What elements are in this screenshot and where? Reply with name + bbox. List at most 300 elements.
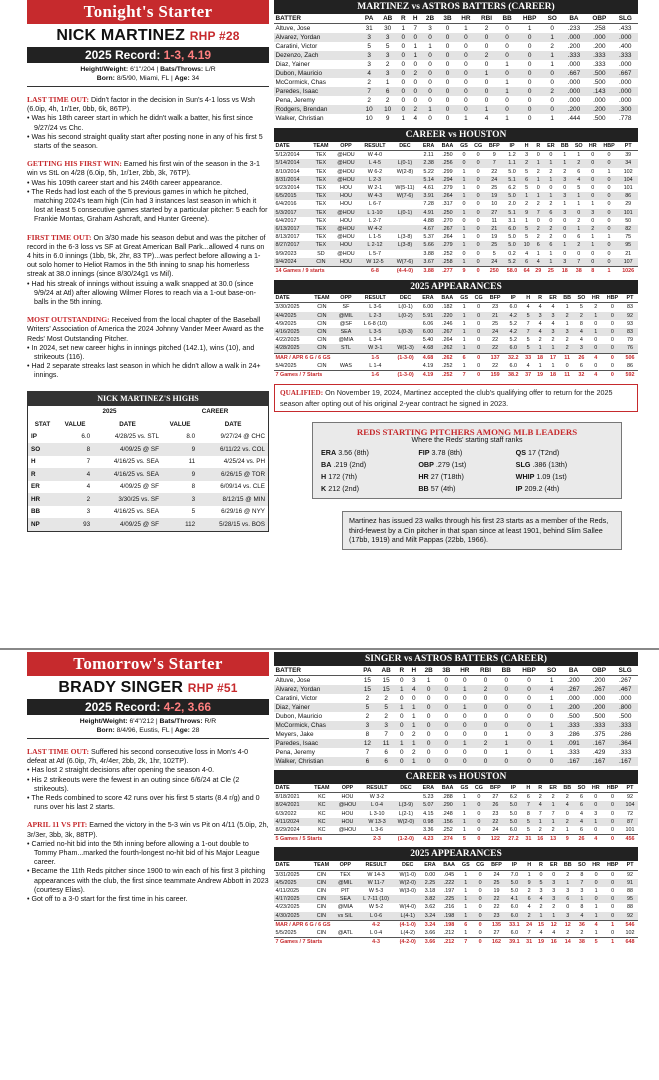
table-cell: Caratini, Victor: [275, 43, 318, 50]
table-cell: L 1-4: [369, 362, 382, 369]
table-cell: (4-2-0): [395, 938, 421, 947]
table-cell: .200: [567, 677, 580, 684]
table-cell: 21: [486, 312, 504, 320]
table-cell: W 11-7: [357, 879, 395, 887]
table-cell: 33.1: [506, 920, 524, 929]
table-cell: 5.0: [503, 241, 521, 249]
table-cell: 0: [421, 51, 439, 60]
table-cell: W 4-2: [359, 225, 390, 233]
table-cell: .500: [593, 79, 606, 86]
table-cell: .000: [619, 79, 632, 86]
table-row: [274, 703, 638, 712]
table-cell: 0: [586, 258, 600, 267]
table-cell: 1: [575, 895, 589, 903]
table-cell: 38.2: [504, 371, 522, 380]
table-cell: 1: [462, 185, 466, 192]
table-cell: 7: [485, 159, 503, 167]
table-cell: TEX: [309, 209, 333, 217]
highs-cell: 6/09/14 vs. CLE: [220, 483, 265, 491]
qualified-note: [274, 384, 638, 412]
table-cell: 0: [426, 749, 431, 756]
table-cell: .212: [439, 938, 458, 947]
column-header: GS: [457, 142, 471, 151]
table-cell: 0: [497, 685, 516, 694]
column-header: 3B: [439, 14, 457, 24]
table-cell: 2: [409, 105, 421, 114]
table-cell: 6: [378, 87, 397, 96]
table-cell: @ATL: [337, 930, 353, 937]
table-cell: 6/4/2017: [275, 217, 297, 224]
table-cell: 1: [594, 930, 598, 937]
table-cell: 0: [543, 69, 562, 78]
table-cell: 3: [378, 51, 397, 60]
table-cell: 8/31/2014: [274, 176, 309, 184]
table-cell: 5.0: [508, 234, 516, 241]
table-cell: 2: [538, 827, 542, 834]
table-cell: 0: [420, 757, 438, 766]
table-cell: 4.68: [418, 353, 437, 362]
table-cell: 2: [536, 201, 540, 208]
table-cell: .252: [442, 827, 453, 834]
table-cell: HOU: [333, 258, 360, 267]
table-cell: 7: [522, 328, 534, 336]
table-cell: 8/29/2024: [275, 827, 300, 834]
note-bullet: • The Reds combined to score 42 runs over his first 5 starts (8.4 r/g) and 0 runs over his last 2 starts.: [27, 794, 269, 812]
table-cell: 7: [575, 879, 589, 887]
mlb-leaders-grid: [321, 448, 613, 493]
table-cell: 4: [589, 835, 603, 844]
table-cell: 4: [526, 304, 530, 311]
table-cell: 0: [413, 97, 418, 104]
table-cell: 0: [565, 810, 569, 817]
table-cell: SD: [317, 250, 325, 257]
table-cell: 7: [459, 938, 473, 947]
table-cell: 6.0: [510, 930, 519, 937]
table-cell: (1-2-0): [393, 835, 419, 844]
table-cell: 0: [610, 362, 614, 369]
highs-cell: 4/09/25 @ SF: [120, 483, 159, 491]
table-cell: 0: [607, 152, 611, 159]
table-cell: W 3-1: [358, 344, 393, 353]
table-cell: .500: [593, 115, 606, 122]
table-cell: 6.0: [510, 904, 519, 911]
table-cell: 3: [525, 152, 529, 159]
table-cell: 6.0: [509, 827, 518, 834]
table-cell: KC: [318, 794, 326, 801]
table-cell: 104: [622, 801, 638, 809]
table-cell: 0: [477, 304, 481, 311]
table-cell: 9/23/2014: [275, 185, 300, 192]
table-cell: 2: [538, 337, 542, 344]
column-header: TEAM: [310, 294, 334, 303]
table-cell: Pena, Jeremy: [275, 749, 315, 756]
table-cell: L 7-11 (10): [357, 895, 395, 903]
bio-value: R/R: [204, 718, 217, 725]
name-text: NICK MARTINEZ: [56, 27, 186, 44]
stats-table: [274, 861, 638, 946]
table-cell: L 1-5: [368, 234, 381, 241]
table-cell: 10: [491, 201, 498, 208]
table-cell: @MIA: [337, 904, 353, 911]
table-cell: 0: [455, 757, 474, 766]
table-cell: 0: [472, 818, 487, 826]
table-cell: 1: [408, 739, 420, 748]
table-cell: 5/5/2025: [275, 930, 297, 937]
table-cell: 0: [401, 43, 406, 50]
table-cell: 6.00: [418, 328, 437, 336]
table-cell: 3.82: [421, 895, 440, 903]
pitcher-hand-number: RHP #51: [187, 681, 238, 695]
table-cell: 0: [474, 703, 496, 712]
table-cell: 1: [589, 912, 603, 921]
table-cell: 4-3: [357, 938, 395, 947]
table-cell: 0: [397, 33, 409, 42]
column-header: 2B: [420, 666, 438, 676]
table-cell: CIN: [317, 304, 327, 311]
spacer: [28, 406, 57, 419]
table-cell: 92: [627, 871, 634, 878]
table-cell: 3: [358, 721, 376, 730]
table-cell: HOU: [339, 217, 352, 224]
table-cell: 7: [532, 209, 544, 217]
table-cell: 36: [575, 920, 589, 929]
tomorrow-section: [0, 652, 659, 1080]
table-cell: 0: [438, 703, 456, 712]
table-cell: 3: [534, 312, 546, 320]
table-cell: 1.2: [508, 152, 516, 159]
table-cell: 0: [563, 234, 567, 241]
table-cell: 0: [476, 152, 480, 159]
table-cell: 0: [594, 362, 598, 369]
leader-item: [321, 484, 418, 493]
table-cell: 0: [445, 115, 450, 122]
table-cell: 0: [397, 69, 409, 78]
table-cell: 1: [457, 225, 471, 233]
column-header: SO: [574, 294, 588, 303]
table-cell: 5: [525, 234, 529, 241]
column-header: RESULT: [357, 861, 395, 870]
table-cell: 2: [538, 794, 542, 801]
table-cell: 0: [542, 757, 561, 766]
table-cell: 5.23: [423, 794, 434, 801]
column-header: RESULT: [359, 142, 390, 151]
table-row: [274, 748, 638, 757]
table-cell: 0: [611, 871, 615, 878]
table-cell: L(3-8): [391, 241, 420, 249]
table-cell: 5: [376, 703, 395, 712]
table-cell: 82: [618, 225, 638, 233]
table-cell: 0: [483, 731, 488, 738]
table-cell: 4.91: [419, 209, 438, 217]
column-header: IP: [504, 294, 522, 303]
table-cell: L 2-7: [368, 217, 381, 224]
column-header: RBI: [475, 14, 497, 24]
table-cell: 0: [421, 33, 439, 42]
monthly-total-row: [274, 353, 638, 362]
table-cell: 6.00: [422, 304, 434, 311]
table-cell: 27: [493, 930, 500, 937]
table-cell: 5.14: [419, 176, 438, 184]
table-cell: 2: [409, 69, 421, 78]
table-cell: .091: [561, 739, 585, 748]
table-cell: 4: [579, 337, 583, 344]
note-heading: GETTING HIS FIRST WIN:: [27, 159, 122, 169]
bio-label: Bats/Throws:: [159, 718, 203, 725]
table-cell: 5.0: [503, 192, 521, 200]
table-cell: 64: [521, 267, 533, 276]
stats-table: [274, 784, 638, 843]
table-cell: 0: [607, 217, 611, 224]
table-row: [274, 114, 638, 123]
section-divider: [0, 648, 659, 650]
table-cell: 1: [542, 739, 561, 748]
table-cell: 0: [455, 721, 474, 730]
table-cell: 0.2: [508, 250, 516, 257]
table-cell: .000: [593, 97, 606, 104]
table-cell: 4.2: [504, 312, 522, 320]
table-cell: Altuve, Jose: [275, 25, 311, 32]
table-cell: 1: [591, 234, 595, 241]
table-cell: 0: [474, 721, 496, 730]
highs-cell: 4/09/25 @ SF: [93, 443, 162, 456]
table-cell: 1: [544, 258, 558, 267]
table-cell: 1: [527, 25, 532, 32]
table-cell: 2: [594, 304, 598, 311]
table-cell: L 6-8 (10): [363, 320, 387, 327]
bio-value: 8/4/96, Eustis, FL: [116, 727, 170, 734]
mlb-leaders-box: [312, 422, 622, 499]
pitcher-name: [27, 27, 269, 45]
table-cell: 0: [478, 871, 482, 878]
table-cell: 3: [376, 721, 395, 730]
table-cell: 15: [376, 685, 395, 694]
table-row: [274, 184, 638, 192]
table-cell: 0: [456, 33, 475, 42]
table-cell: 0: [438, 739, 456, 748]
table-cell: HOU: [339, 185, 352, 192]
table-cell: 0: [600, 258, 619, 267]
highs-cell: 4/28/25 vs. STL: [114, 433, 159, 441]
table-cell: 0: [594, 337, 598, 344]
table-cell: 1: [527, 871, 531, 878]
table-cell: .252: [442, 362, 453, 369]
table-cell: 0: [577, 250, 581, 257]
table-cell: 7: [360, 87, 378, 96]
note-bullet: • Was his second straight quality start after posting none in any of his first 5 starts of the season.: [27, 133, 269, 151]
table-row: [274, 42, 638, 51]
leader-value: 172 (7th): [328, 472, 357, 482]
table-cell: .262: [438, 344, 457, 353]
total-row: [274, 835, 638, 844]
table-cell: 0: [527, 97, 532, 104]
note-bullet: • In 2024, set new career highs in innings pitched (142.1), wins (10), and strikeouts (116).: [27, 344, 269, 362]
column-header: DATE: [274, 294, 310, 303]
table-cell: 1: [591, 201, 595, 208]
table-cell: 6.0: [509, 304, 517, 311]
table-cell: 0: [444, 749, 449, 756]
table-cell: 3: [360, 33, 378, 42]
table-cell: 0: [549, 217, 553, 224]
table-cell: .444: [567, 115, 581, 122]
table-cell: 0: [456, 51, 475, 60]
section-banner: Tomorrow's Starter: [27, 652, 269, 676]
table-cell: 4/16/2025: [274, 328, 310, 336]
table-cell: 0: [471, 267, 485, 276]
table-cell: 5: [522, 344, 534, 353]
table-cell: L 5-7: [368, 250, 381, 257]
leader-stat: FIP: [418, 448, 430, 458]
table-cell: 0: [549, 713, 554, 720]
table-cell: CIN: [316, 904, 327, 911]
table-cell: 1: [412, 713, 416, 720]
table-cell: Dubon, Mauricio: [275, 713, 323, 720]
column-header: BFP: [486, 784, 504, 793]
table-title: CAREER vs HOUSTON: [274, 128, 638, 142]
highs-cell: 4: [86, 483, 91, 491]
table-cell: W 5-3: [368, 888, 384, 895]
table-cell: .667: [562, 69, 586, 78]
table-cell: 1: [462, 304, 466, 311]
table-cell: 2: [365, 695, 370, 702]
table-cell: 4: [538, 304, 542, 311]
table-cell: 3: [378, 69, 397, 78]
table-cell: 104: [618, 176, 638, 184]
column-header: OBP: [586, 666, 613, 676]
table-cell: 4: [538, 320, 542, 327]
table-cell: 27: [492, 794, 499, 801]
table-cell: 2: [367, 97, 371, 104]
table-cell: 4: [413, 115, 418, 122]
table-cell: 0: [476, 201, 480, 208]
table-cell: .156: [438, 818, 457, 826]
table-cell: .225: [439, 895, 458, 903]
table-cell: 3: [412, 677, 416, 684]
table-cell: 2: [549, 201, 553, 208]
table-row: [274, 168, 638, 176]
table-cell: 1: [549, 250, 553, 257]
table-cell: .333: [561, 721, 585, 730]
table-cell: .200: [592, 677, 606, 684]
table-cell: 0: [478, 930, 482, 937]
table-cell: 5: [492, 250, 496, 257]
table-cell: HOU: [341, 810, 354, 817]
bio-value: 34: [191, 75, 200, 82]
table-cell: 4/30/2025: [274, 912, 309, 921]
table-cell: 5/12/2014: [275, 152, 300, 159]
table-cell: 0: [497, 69, 516, 78]
table-cell: 0: [439, 87, 457, 96]
table-cell: 5.0: [505, 818, 523, 826]
table-cell: 3: [558, 192, 572, 200]
table-cell: PIT: [341, 888, 350, 895]
table-cell: 24: [486, 328, 504, 336]
table-cell: 87: [622, 818, 638, 826]
leader-stat: BA: [321, 460, 332, 470]
table-cell: 1: [401, 115, 406, 122]
table-cell: 12: [561, 920, 575, 929]
table-cell: CIN: [310, 344, 334, 353]
table-cell: 159: [486, 371, 504, 380]
table-cell: 58.0: [503, 267, 521, 276]
table-cell: 3: [561, 912, 575, 921]
table-cell: 0: [504, 695, 509, 702]
table-cell: 0: [536, 152, 540, 159]
highs-cell: H: [31, 458, 36, 466]
table-cell: 0: [471, 312, 486, 320]
table-cell: 26: [574, 835, 588, 844]
table-cell: 14 Games / 9 starts: [274, 267, 359, 276]
table-cell: .045: [443, 871, 455, 878]
name-text: BRADY SINGER: [58, 679, 184, 696]
table-cell: 0: [471, 225, 485, 233]
table-title: SINGER vs ASTROS BATTERS (CAREER): [274, 652, 638, 666]
table-cell: @HOU: [337, 250, 355, 257]
table-cell: 1: [565, 320, 569, 327]
bio-label: Height/Weight:: [80, 66, 129, 73]
table-cell: 0: [516, 757, 542, 766]
column-header: AB: [376, 666, 395, 676]
note-text: Earned the victory in the 5-3 win vs Pit on 4/11 (5.0ip, 2h, 3r/3er, 3bb, 3k, 88TP).: [27, 821, 269, 839]
table-row: [274, 241, 638, 249]
table-cell: 7: [384, 731, 388, 738]
table-row: [274, 176, 638, 184]
table-cell: 0: [463, 749, 467, 756]
pitcher-bio: Height/Weight: 6'4"/212 | Bats/Throws: R/R Born: 8/4/96, Eustis, FL | Age: 28: [27, 717, 269, 739]
table-cell: 0: [610, 320, 614, 327]
table-cell: 0: [611, 904, 615, 911]
table-cell: .000: [562, 87, 586, 96]
table-cell: 9: [523, 879, 535, 887]
highs-cell: 5: [191, 508, 196, 516]
season-record: [27, 47, 269, 63]
table-cell: .290: [438, 801, 457, 809]
table-cell: 0: [497, 757, 516, 766]
leader-item: [321, 448, 418, 457]
table-cell: 0: [550, 25, 554, 32]
table-cell: 0: [463, 677, 467, 684]
notes-list: [27, 747, 269, 904]
highs-cell: 6/26/15 @ TOR: [198, 468, 268, 481]
table-cell: .200: [562, 105, 586, 114]
starter-profile: [27, 0, 269, 532]
table-cell: 10: [521, 241, 533, 249]
table-cell: .264: [442, 234, 453, 241]
table-cell: 0: [476, 217, 480, 224]
table-cell: 1: [544, 159, 558, 167]
table-row: [274, 303, 638, 312]
table-cell: .000: [619, 61, 632, 68]
table-cell: 0: [527, 695, 531, 702]
table-cell: 37: [522, 371, 534, 380]
table-cell: 0: [438, 685, 456, 694]
table-cell: 2: [550, 43, 554, 50]
table-cell: 1: [558, 241, 572, 249]
table-cell: CIN: [317, 362, 327, 369]
table-cell: 92: [626, 794, 633, 801]
table-cell: 22: [493, 904, 500, 911]
table-cell: 1: [464, 904, 468, 911]
table-cell: W 14-3: [367, 871, 385, 878]
table-cell: 2: [544, 225, 558, 233]
table-cell: 3: [558, 176, 572, 184]
table-cell: 1: [543, 33, 562, 42]
table-cell: 0: [603, 895, 622, 903]
table-cell: W(7-6): [391, 258, 420, 267]
table-cell: W(2-0): [393, 818, 419, 826]
column-header: ER: [544, 142, 558, 151]
column-header: BB: [560, 784, 574, 793]
table-cell: .182: [442, 304, 453, 311]
